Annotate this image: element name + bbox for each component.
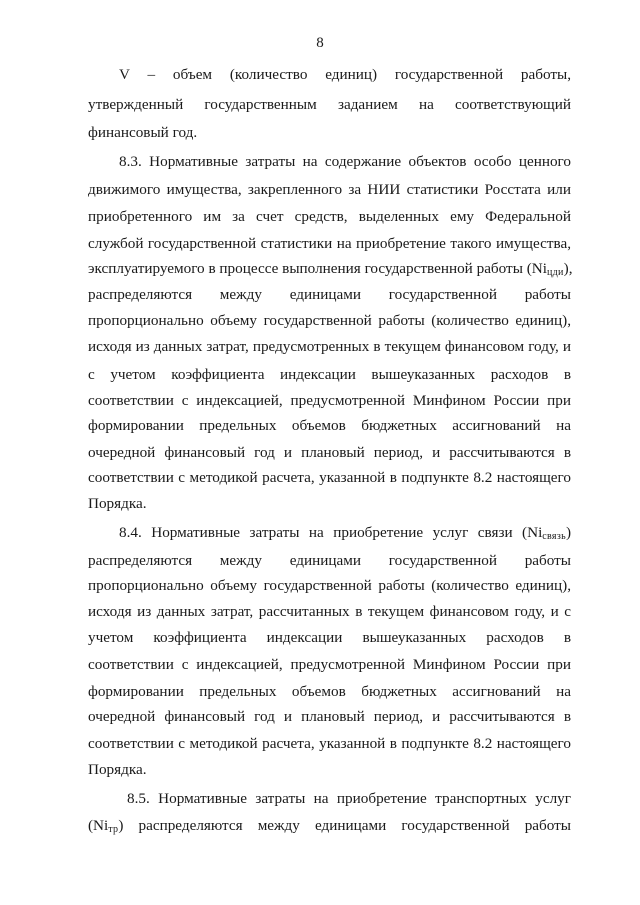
text-line (88, 311, 571, 331)
text-line-content: формировании предельных объемов бюджетных ассигнований на (88, 683, 571, 700)
text-line-content: с учетом коэффициента индексации вышеуказанных расходов в (88, 366, 571, 383)
text-line (127, 789, 571, 809)
text-line-content: пропорционально объему государственной работы (количество единиц), (88, 577, 571, 594)
text-line (88, 95, 571, 115)
text-line-content: соответствии с индексацией, предусмотренной Минфином России при (88, 392, 571, 409)
text-line (88, 234, 571, 254)
text-line (88, 207, 571, 227)
text-line (88, 494, 571, 514)
text-line-content: соответствии с методикой расчета, указанной в подпункте 8.2 настоящего (88, 735, 571, 752)
text-line-content: очередной финансовый год и плановый период, и рассчитываются в (88, 444, 571, 461)
text-line-content: V – объем (количество единиц) государственной работы, (119, 66, 571, 83)
text-line (119, 65, 571, 85)
text-line (88, 602, 571, 622)
text-line (88, 707, 571, 727)
text-line-content: Порядка. (88, 495, 147, 512)
text-line-content: исходя из данных затрат, предусмотренных в текущем финансовом году, и (88, 338, 571, 355)
text-line (88, 259, 571, 279)
text-line-content: 8.4. Нормативные затраты на приобретение услуг связи (Ni (119, 524, 543, 541)
text-line (88, 285, 571, 305)
text-line-content: 8.3. Нормативные затраты на содержание объектов особо ценного (119, 153, 571, 170)
text-line (88, 180, 571, 200)
text-line (88, 416, 571, 436)
text-line-content: (Ni (88, 817, 109, 834)
text-line (88, 468, 571, 488)
text-line-tail: ) распределяются между единицами государственной работы (118, 817, 571, 834)
text-line-content: эксплуатируемого в процессе выполнения государственной работы (Ni (88, 260, 547, 277)
text-line-content: утвержденный государственным заданием на соответствующий (88, 96, 571, 113)
text-line (88, 628, 571, 648)
text-line-content: соответствии с индексацией, предусмотренной Минфином России при (88, 656, 571, 673)
text-line-content: 8.5. Нормативные затраты на приобретение транспортных услуг (127, 790, 571, 807)
text-line (119, 152, 571, 172)
text-line-content: соответствии с методикой расчета, указанной в подпункте 8.2 настоящего (88, 469, 571, 486)
text-line-content: учетом коэффициента индексации вышеуказанных расходов в (88, 629, 571, 646)
text-line-content: приобретенного им за счет средств, выделенных ему Федеральной (88, 208, 571, 225)
text-line-content: очередной финансовый год и плановый период, и рассчитываются в (88, 708, 571, 725)
text-line (88, 443, 571, 463)
text-line-content: финансовый год. (88, 124, 198, 141)
text-line-tail: ) (565, 524, 571, 541)
text-line (88, 551, 571, 571)
text-line-content: движимого имущества, закрепленного за НИИ статистики Росстата или (88, 181, 571, 198)
text-line-content: исходя из данных затрат, рассчитанных в текущем финансовом году, и с (88, 603, 571, 620)
text-line (88, 655, 571, 675)
text-line (88, 816, 571, 836)
text-line (88, 123, 571, 143)
text-line-content: Порядка. (88, 761, 147, 778)
subscript: тр (108, 824, 119, 835)
text-line-content: распределяются между единицами государственной работы (88, 286, 571, 303)
text-line (88, 365, 571, 385)
text-line (88, 337, 571, 357)
subscript: цди (546, 267, 564, 278)
text-line-content: распределяются между единицами государственной работы (88, 552, 571, 569)
text-line-content: пропорционально объему государственной работы (количество единиц), (88, 312, 571, 329)
subscript: связь (542, 531, 566, 542)
text-line-content: формировании предельных объемов бюджетных ассигнований на (88, 417, 571, 434)
text-line (119, 523, 571, 543)
text-line-tail: ), (563, 260, 573, 277)
text-line (88, 760, 571, 780)
text-line (88, 734, 571, 754)
text-line (88, 391, 571, 411)
text-line-content: службой государственной статистики на приобретение такого имущества, (88, 235, 571, 252)
page-number: 8 (316, 35, 324, 51)
text-line (88, 682, 571, 702)
text-line (88, 576, 571, 596)
